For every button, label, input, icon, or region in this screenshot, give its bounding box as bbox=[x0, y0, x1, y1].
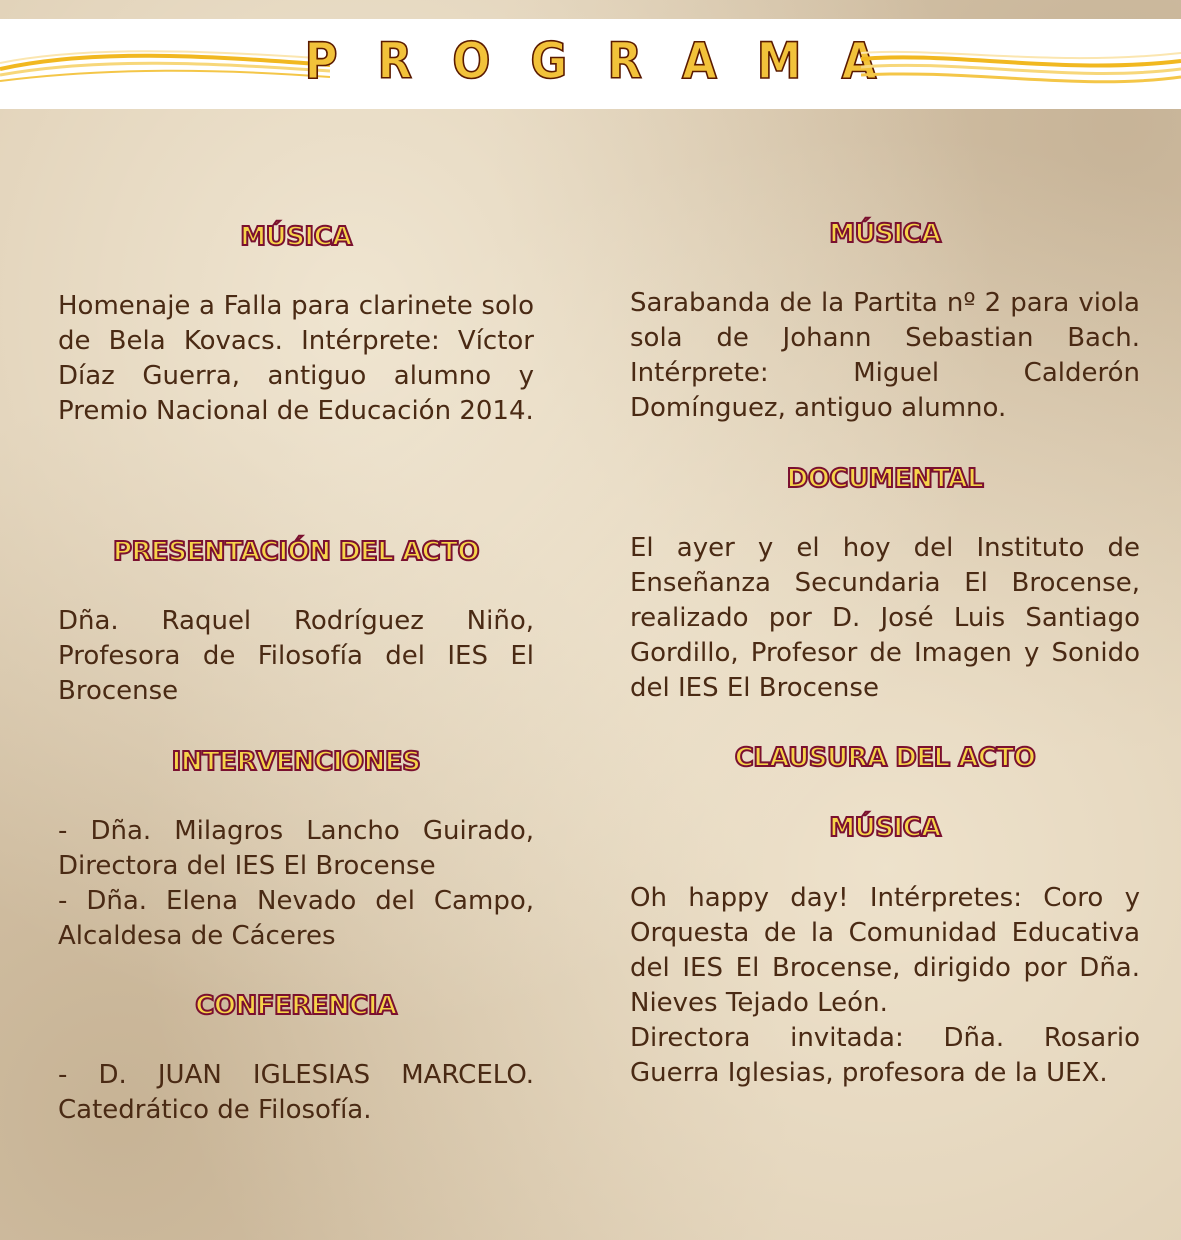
musica-text: Homenaje a Falla para clarinete solo de Bela Kovacs. Intérprete: Víctor Díaz Guerra, antiguo alumno y Premio Nacional de Educación 2014. bbox=[58, 291, 534, 426]
musica-heading: MÚSICA bbox=[240, 222, 352, 252]
presentacion-heading: PRESENTACIÓN DEL ACTO bbox=[112, 537, 480, 567]
musica-text: Sarabanda de la Partita nº 2 para viola sola de Johann Sebastian Bach. Intérprete: Miguel Calderón Domínguez, antiguo alumno. bbox=[630, 288, 1140, 423]
musica-heading: MÚSICA bbox=[829, 219, 941, 249]
musica-text bbox=[630, 881, 1140, 1091]
musica-text-part: Directora invitada: Dña. Rosario Guerra Iglesias, profesora de la UEX. bbox=[630, 1023, 1140, 1088]
list-item: - Dña. Milagros Lancho Guirado, Directora del IES El Brocense bbox=[58, 816, 534, 881]
title-banner bbox=[0, 19, 1181, 109]
documental-heading: DOCUMENTAL bbox=[786, 464, 984, 494]
intervenciones-heading: INTERVENCIONES bbox=[171, 747, 421, 777]
clausura-heading: CLAUSURA DEL ACTO bbox=[734, 743, 1036, 773]
right-swoosh-decoration bbox=[861, 47, 1181, 97]
presentacion-text: Dña. Raquel Rodríguez Niño, Profesora de Filosofía del IES El Brocense bbox=[58, 606, 534, 706]
conferencia-text: - D. JUAN IGLESIAS MARCELO. Catedrático de Filosofía. bbox=[58, 1060, 534, 1125]
documental-text: El ayer y el hoy del Instituto de Enseñanza Secundaria El Brocense, realizado por D. José Luis Santiago Gordillo, Profesor de Imagen y Sonido del IES El Brocense bbox=[630, 533, 1140, 703]
list-item: - Dña. Elena Nevado del Campo, Alcaldesa de Cáceres bbox=[58, 886, 534, 951]
intervenciones-list bbox=[58, 814, 534, 954]
conferencia-heading: CONFERENCIA bbox=[195, 991, 397, 1021]
musica-heading: MÚSICA bbox=[829, 813, 941, 843]
musica-text-part: Oh happy day! Intérpretes: Coro y Orquesta de la Comunidad Educativa del IES El Brocense, dirigido por Dña. Nieves Tejado León. bbox=[630, 883, 1140, 1018]
page-title: PROGRAMA bbox=[304, 32, 917, 90]
